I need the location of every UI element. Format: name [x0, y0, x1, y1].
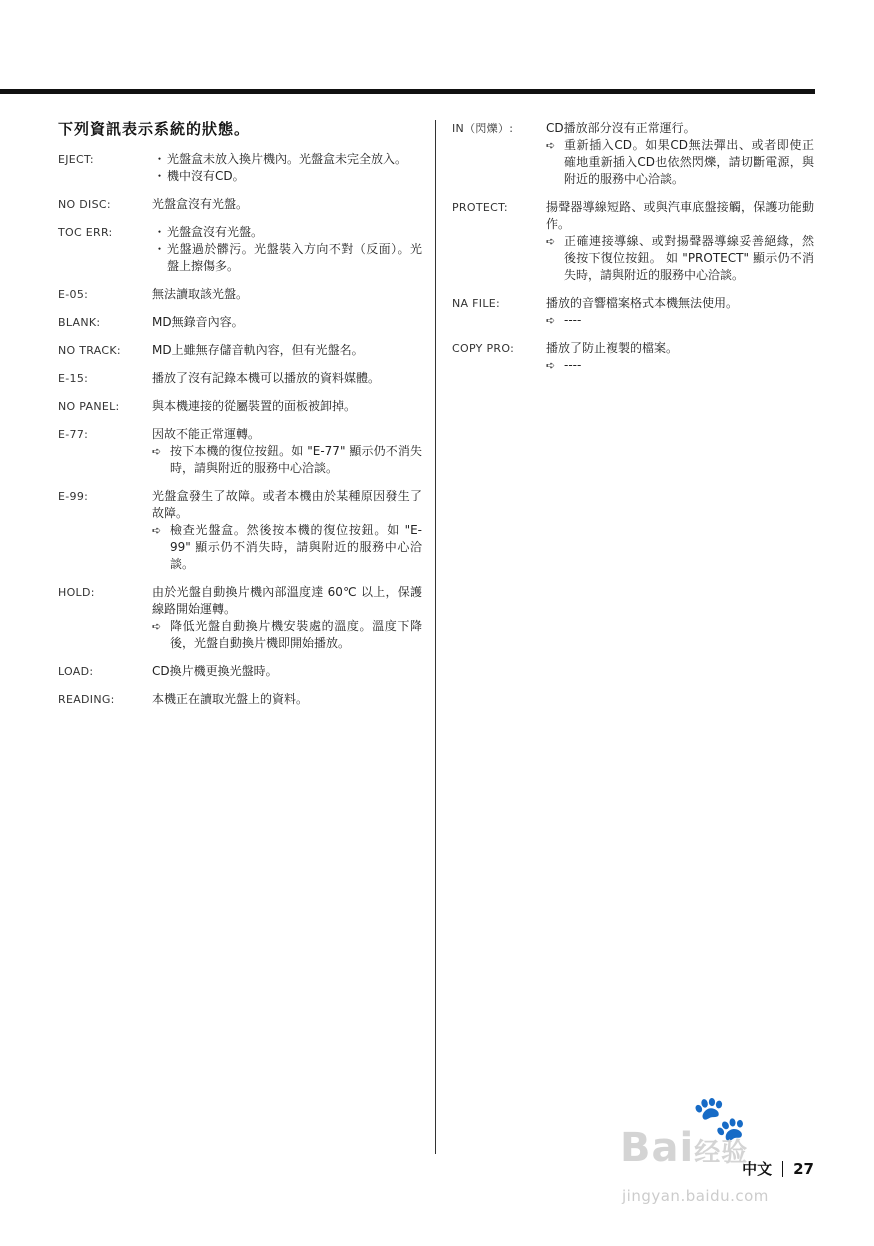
status-description	[152, 398, 422, 415]
status-code: E-99:	[58, 490, 89, 503]
status-code: READING:	[58, 693, 115, 706]
status-description	[152, 342, 422, 359]
remedy-text: 重新插入CD。如果CD無法彈出、或者即使正確地重新插入CD也依然閃爍，請切斷電源，與附近的服務中心洽談。	[564, 138, 814, 186]
bullet-icon: ・	[153, 225, 166, 239]
right-column	[452, 120, 814, 385]
status-description	[152, 151, 422, 185]
footer-language: 中文	[742, 1160, 773, 1178]
status-entry	[58, 691, 422, 708]
status-code: PROTECT:	[452, 201, 508, 214]
bullet-item	[152, 168, 422, 185]
status-description	[546, 340, 814, 374]
status-code: HOLD:	[58, 586, 95, 599]
column-divider	[435, 120, 436, 1154]
status-description	[152, 488, 422, 573]
bullet-text: 光盤過於髒污。光盤裝入方向不對（反面）。光盤上擦傷多。	[167, 242, 422, 273]
description-text: MD無錄音內容。	[152, 315, 244, 329]
remedy-item	[546, 137, 814, 188]
status-description	[152, 426, 422, 477]
remedy-item	[546, 233, 814, 284]
status-description	[152, 286, 422, 303]
bullet-item	[152, 224, 422, 241]
remedy-text: ----	[564, 313, 582, 327]
page-title: 下列資訊表示系統的狀態。	[58, 120, 251, 138]
description-text: 播放的音響檔案格式本機無法使用。	[546, 296, 739, 310]
status-entry	[58, 663, 422, 680]
bullet-icon: ・	[153, 169, 166, 183]
status-code: TOC ERR:	[58, 226, 113, 239]
bullet-text: 光盤盒未放入換片機內。光盤盒未完全放入。	[167, 152, 408, 166]
status-entry	[452, 295, 814, 329]
status-description	[152, 196, 422, 213]
status-description	[546, 199, 814, 284]
bullet-item	[152, 241, 422, 275]
status-entry	[452, 340, 814, 374]
watermark-url: jingyan.baidu.com	[622, 1187, 769, 1205]
status-entry	[58, 342, 422, 359]
description-text: 由於光盤自動換片機內部溫度達 60℃ 以上，保護線路開始運轉。	[152, 585, 422, 616]
arrow-icon: ➪	[546, 314, 556, 327]
status-code: E-05:	[58, 288, 89, 301]
page-number: 27	[793, 1160, 814, 1178]
status-entry	[58, 370, 422, 387]
remedy-text: 按下本機的復位按鈕。如 "E-77" 顯示仍不消失時，請與附近的服務中心洽談。	[170, 444, 422, 475]
status-entry	[452, 120, 814, 188]
remedy-text: 檢查光盤盒。然後按本機的復位按鈕。如 "E-99" 顯示仍不消失時，請與附近的服務中心洽談。	[170, 523, 422, 571]
description-text: 播放了沒有記錄本機可以播放的資料媒體。	[152, 371, 381, 385]
bullet-icon: ・	[153, 242, 166, 256]
status-description	[546, 295, 814, 329]
status-code: NO TRACK:	[58, 344, 121, 357]
watermark-paw-icon: 🐾	[692, 1093, 747, 1144]
status-entry	[58, 426, 422, 477]
watermark	[620, 1093, 820, 1210]
description-text: 因故不能正常運轉。	[152, 427, 261, 441]
description-text: CD播放部分沒有正常運行。	[546, 121, 696, 135]
status-code: NO PANEL:	[58, 400, 120, 413]
status-entry	[58, 488, 422, 573]
remedy-text: ----	[564, 358, 582, 372]
status-code: EJECT:	[58, 153, 94, 166]
description-text: CD換片機更換光盤時。	[152, 664, 278, 678]
remedy-item	[546, 312, 814, 329]
bullet-item	[152, 151, 422, 168]
status-entry	[58, 398, 422, 415]
remedy-item	[546, 357, 814, 374]
remedy-text: 降低光盤自動換片機安裝處的溫度。溫度下降後，光盤自動換片機即開始播放。	[170, 619, 422, 650]
bullet-text: 機中沒有CD。	[167, 169, 245, 183]
status-code: COPY PRO:	[452, 342, 515, 355]
status-description	[152, 584, 422, 652]
status-description	[152, 691, 422, 708]
description-text: 無法讀取該光盤。	[152, 287, 249, 301]
status-entry	[58, 584, 422, 652]
status-entry	[58, 314, 422, 331]
status-code: E-77:	[58, 428, 89, 441]
description-text: MD上雖無存儲音軌內容，但有光盤名。	[152, 343, 364, 357]
arrow-icon: ➪	[152, 445, 162, 458]
status-description	[152, 370, 422, 387]
arrow-icon: ➪	[546, 235, 556, 248]
status-description	[546, 120, 814, 188]
top-rule	[0, 89, 815, 94]
description-text: 光盤盒發生了故障。或者本機由於某種原因發生了故障。	[152, 489, 422, 520]
status-entry	[58, 224, 422, 275]
status-code: IN（閃爍）:	[452, 122, 514, 135]
description-text: 光盤盒沒有光盤。	[152, 197, 249, 211]
status-description	[152, 663, 422, 680]
status-entry	[58, 286, 422, 303]
description-text: 與本機連接的從屬裝置的面板被卸掉。	[152, 399, 357, 413]
description-text: 揚聲器導線短路、或與汽車底盤接觸，保護功能動作。	[546, 200, 814, 231]
description-text: 播放了防止複製的檔案。	[546, 341, 679, 355]
status-entry	[58, 196, 422, 213]
status-description	[152, 314, 422, 331]
bullet-icon: ・	[153, 152, 166, 166]
arrow-icon: ➪	[152, 620, 162, 633]
bullet-text: 光盤盒沒有光盤。	[167, 225, 264, 239]
remedy-text: 正確連接導線、或對揚聲器導線妥善絕緣，然後按下復位按鈕。 如 "PROTECT" 顯示仍不消失時，請與附近的服務中心洽談。	[564, 234, 814, 282]
arrow-icon: ➪	[546, 359, 556, 372]
status-code: E-15:	[58, 372, 89, 385]
remedy-item	[152, 443, 422, 477]
status-code: NO DISC:	[58, 198, 111, 211]
remedy-item	[152, 522, 422, 573]
arrow-icon: ➪	[546, 139, 556, 152]
arrow-icon: ➪	[152, 524, 162, 537]
status-description	[152, 224, 422, 275]
description-text: 本機正在讀取光盤上的資料。	[152, 692, 309, 706]
status-code: NA FILE:	[452, 297, 501, 310]
remedy-item	[152, 618, 422, 652]
status-entry	[452, 199, 814, 284]
status-code: BLANK:	[58, 316, 101, 329]
status-entry	[58, 151, 422, 185]
watermark-logo: Bai经验	[620, 1125, 749, 1171]
status-code: LOAD:	[58, 665, 94, 678]
left-column	[58, 151, 422, 719]
